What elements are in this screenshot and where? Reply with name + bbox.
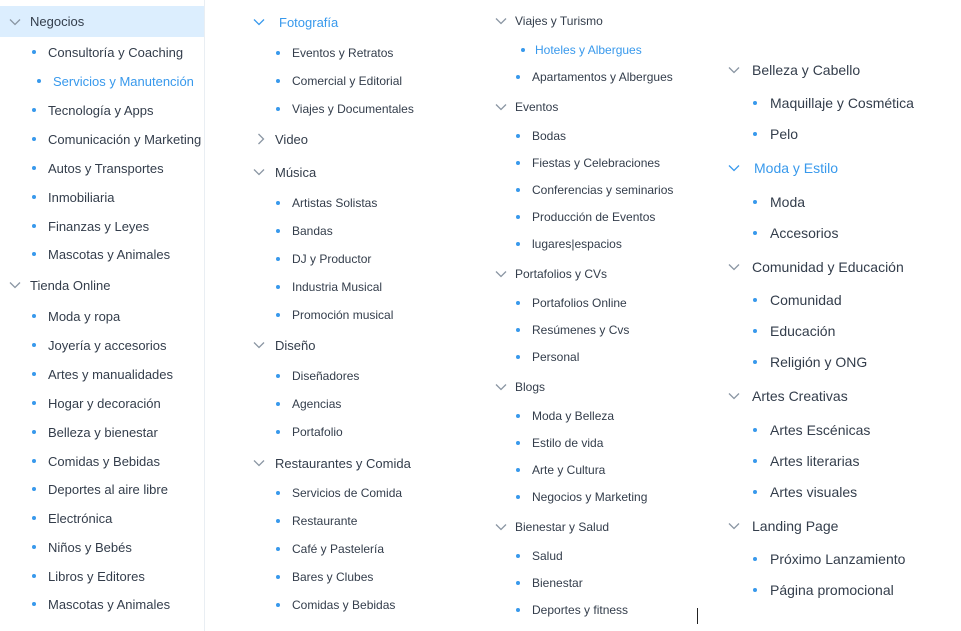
subcategory-label: Artistas Solistas (292, 196, 378, 210)
subcategory-label: Maquillaje y Cosmética (770, 95, 914, 111)
bullet-dot (753, 132, 757, 136)
chevron-down-icon (493, 380, 509, 394)
bullet-dot (276, 430, 280, 434)
column-divider (204, 0, 205, 631)
subcategory-label: Arte y Cultura (532, 463, 606, 477)
subcategory-item[interactable] (492, 64, 724, 90)
category-portafolios-cvs[interactable] (492, 259, 724, 289)
subcategory-label: Restaurante (292, 514, 358, 528)
subcategory-item[interactable] (492, 430, 724, 456)
bullet-dot (516, 161, 520, 165)
subcategory-label: Libros y Editores (48, 568, 145, 584)
subcategory-item[interactable] (492, 543, 724, 569)
category-viajes-turismo[interactable] (492, 6, 724, 36)
category-musica[interactable] (251, 157, 481, 187)
bullet-dot (32, 166, 36, 170)
bullet-dot (276, 201, 280, 205)
subcategory-item[interactable] (251, 536, 481, 562)
subcategory-label: Comunicación y Marketing (48, 131, 202, 147)
bullet-dot (753, 231, 757, 235)
chevron-down-icon (7, 278, 23, 292)
subcategory-label: Agencias (292, 397, 342, 411)
category-label: Belleza y Cabello (752, 62, 861, 78)
subcategory-item[interactable] (726, 220, 960, 246)
subcategory-item[interactable] (492, 204, 724, 230)
subcategory-item[interactable] (492, 290, 724, 316)
subcategory-item[interactable] (251, 218, 481, 244)
subcategory-item[interactable] (0, 476, 204, 502)
category-tienda-online[interactable] (0, 270, 204, 300)
subcategory-label: Electrónica (48, 510, 113, 526)
subcategory-item[interactable] (0, 184, 204, 210)
subcategory-label: Niños y Bebés (48, 539, 132, 555)
bullet-dot (753, 101, 757, 105)
subcategory-label: Educación (770, 323, 836, 339)
bullet-dot (753, 360, 757, 364)
subcategory-item[interactable] (492, 457, 724, 483)
category-label: Música (275, 164, 317, 180)
bullet-dot (37, 79, 41, 83)
subcategory-item[interactable] (251, 508, 481, 534)
bullet-dot (32, 224, 36, 228)
subcategory-label: Página promocional (770, 582, 894, 598)
category-label: Blogs (515, 380, 546, 394)
bullet-dot (753, 588, 757, 592)
chevron-down-icon (493, 267, 509, 281)
category-label: Restaurantes y Comida (275, 455, 411, 471)
bullet-dot (32, 372, 36, 376)
bullet-dot (516, 355, 520, 359)
bullet-dot (32, 137, 36, 141)
subcategory-label: Café y Pastelería (292, 542, 385, 556)
chevron-right-icon (253, 132, 269, 146)
subcategory-label: Comidas y Bebidas (48, 453, 160, 469)
subcategory-item[interactable] (726, 318, 960, 344)
subcategory-label: Portafolios Online (532, 296, 627, 310)
subcategory-label: Salud (532, 549, 563, 563)
subcategory-label: Moda y ropa (48, 308, 121, 324)
bullet-dot (32, 459, 36, 463)
subcategory-item[interactable] (492, 484, 724, 510)
subcategory-item[interactable] (492, 150, 724, 176)
category-label: Negocios (30, 14, 85, 29)
subcategory-item[interactable] (0, 563, 204, 589)
bullet-dot (516, 328, 520, 332)
subcategory-label: Bares y Clubes (292, 570, 374, 584)
subcategory-item[interactable] (251, 96, 481, 122)
bullet-dot (516, 134, 520, 138)
subcategory-item[interactable] (492, 123, 724, 149)
bullet-dot (276, 313, 280, 317)
bullet-dot (276, 374, 280, 378)
subcategory-item[interactable] (0, 390, 204, 416)
category-label: Tienda Online (30, 277, 111, 293)
subcategory-item[interactable] (0, 591, 204, 617)
subcategory-label: Belleza y bienestar (48, 424, 158, 440)
subcategory-item[interactable] (0, 303, 204, 329)
bullet-dot (516, 215, 520, 219)
subcategory-label: Personal (532, 350, 580, 364)
subcategory-label: Inmobiliaria (48, 189, 115, 205)
subcategory-label: Servicios y Manutención (53, 73, 194, 89)
bullet-dot (32, 602, 36, 606)
category-label: Fotografía (279, 14, 339, 30)
subcategory-label: Hoteles y Albergues (535, 43, 642, 57)
subcategory-label: Producción de Eventos (532, 210, 656, 224)
bullet-dot (516, 468, 520, 472)
bullet-dot (276, 519, 280, 523)
bullet-dot (276, 229, 280, 233)
bullet-dot (276, 285, 280, 289)
subcategory-item[interactable] (251, 363, 481, 389)
subcategory-label: Tecnología y Apps (48, 102, 154, 118)
subcategory-label: Bodas (532, 129, 567, 143)
bullet-dot (753, 298, 757, 302)
subcategory-item[interactable] (0, 126, 204, 152)
bullet-dot (516, 301, 520, 305)
bullet-dot (276, 257, 280, 261)
subcategory-label: Hogar y decoración (48, 395, 161, 411)
subcategory-label: Joyería y accesorios (48, 337, 167, 353)
category-video[interactable] (251, 124, 481, 154)
subcategory-item[interactable] (0, 332, 204, 358)
bullet-dot (276, 575, 280, 579)
subcategory-label: Promoción musical (292, 308, 394, 322)
chevron-down-icon (726, 260, 742, 274)
subcategory-item[interactable] (251, 391, 481, 417)
category-blogs[interactable] (492, 372, 724, 402)
subcategory-label: Comercial y Editorial (292, 74, 403, 88)
subcategory-item[interactable] (0, 534, 204, 560)
subcategory-item[interactable] (492, 344, 724, 370)
chevron-down-icon (251, 165, 267, 179)
subcategory-label: Bandas (292, 224, 333, 238)
subcategory-label: Moda (770, 194, 806, 210)
subcategory-label: Resúmenes y Cvs (532, 323, 630, 337)
bullet-dot (753, 428, 757, 432)
subcategory-item[interactable] (251, 302, 481, 328)
chevron-down-icon (493, 520, 509, 534)
subcategory-item[interactable] (492, 177, 724, 203)
subcategory-label: Apartamentos y Albergues (532, 70, 673, 84)
bullet-dot (753, 200, 757, 204)
category-label: Portafolios y CVs (515, 267, 608, 281)
bullet-dot (276, 51, 280, 55)
category-eventos[interactable] (492, 92, 724, 122)
subcategory-item[interactable] (726, 417, 960, 443)
bullet-dot (276, 491, 280, 495)
bullet-dot (516, 414, 520, 418)
bullet-dot (32, 487, 36, 491)
subcategory-label: Bienestar (532, 576, 583, 590)
bullet-dot (32, 574, 36, 578)
bullet-dot (516, 75, 520, 79)
chevron-down-icon (493, 14, 509, 28)
chevron-down-icon (493, 100, 509, 114)
chevron-down-icon (726, 389, 742, 403)
bullet-dot (276, 547, 280, 551)
category-comunidad-educacion[interactable] (726, 252, 960, 282)
subcategory-label: Fiestas y Celebraciones (532, 156, 661, 170)
category-label: Comunidad y Educación (752, 259, 904, 275)
subcategory-label: Accesorios (770, 225, 839, 241)
subcategory-item-highlighted[interactable] (0, 68, 204, 94)
category-landing-page[interactable] (726, 511, 960, 541)
bullet-dot (276, 402, 280, 406)
bullet-dot (753, 490, 757, 494)
subcategory-item[interactable] (0, 448, 204, 474)
subcategory-item[interactable] (492, 403, 724, 429)
subcategory-item[interactable] (0, 361, 204, 387)
category-label: Bienestar y Salud (515, 520, 610, 534)
chevron-down-icon (726, 161, 742, 175)
subcategory-label: Artes y manualidades (48, 366, 174, 382)
subcategory-label: Finanzas y Leyes (48, 218, 150, 234)
bullet-dot (753, 459, 757, 463)
subcategory-item[interactable] (251, 246, 481, 272)
subcategory-item[interactable] (251, 592, 481, 618)
subcategory-label: lugares|espacios (532, 237, 622, 251)
category-artes-creativas[interactable] (726, 381, 960, 411)
subcategory-item[interactable] (726, 479, 960, 505)
subcategory-label: Industria Musical (292, 280, 383, 294)
subcategory-item[interactable] (492, 231, 724, 257)
category-label: Landing Page (752, 518, 839, 534)
category-label: Moda y Estilo (754, 160, 839, 176)
subcategory-label: Conferencias y seminarios (532, 183, 674, 197)
bullet-dot (516, 581, 520, 585)
bullet-dot (753, 329, 757, 333)
category-label: Diseño (275, 337, 316, 353)
category-restaurantes[interactable] (251, 448, 481, 478)
bullet-dot (516, 441, 520, 445)
subcategory-label: DJ y Productor (292, 252, 372, 266)
bullet-dot (32, 343, 36, 347)
chevron-down-icon (726, 63, 742, 77)
bullet-dot (516, 608, 520, 612)
category-label: Eventos (515, 100, 559, 114)
chevron-down-icon (251, 456, 267, 470)
category-belleza-cabello[interactable] (726, 55, 960, 85)
subcategory-item[interactable] (0, 419, 204, 445)
bullet-dot (32, 314, 36, 318)
bullet-dot (276, 107, 280, 111)
subcategory-label: Artes visuales (770, 484, 858, 500)
bullet-dot (521, 48, 525, 52)
subcategory-label: Consultoría y Coaching (48, 44, 184, 60)
bullet-dot (32, 401, 36, 405)
bullet-dot (516, 242, 520, 246)
bullet-dot (32, 252, 36, 256)
subcategory-item[interactable] (0, 39, 204, 65)
subcategory-label: Moda y Belleza (532, 409, 615, 423)
subcategory-item[interactable] (492, 570, 724, 596)
chevron-down-icon (7, 15, 23, 29)
bullet-dot (516, 554, 520, 558)
subcategory-label: Comunidad (770, 292, 842, 308)
chevron-down-icon (726, 519, 742, 533)
subcategory-label: Próximo Lanzamiento (770, 551, 906, 567)
subcategory-item[interactable] (0, 213, 204, 239)
subcategory-item[interactable] (492, 597, 724, 623)
subcategory-item[interactable] (251, 68, 481, 94)
category-diseno[interactable] (251, 330, 481, 360)
subcategory-item[interactable] (251, 274, 481, 300)
category-label: Artes Creativas (752, 388, 848, 404)
subcategory-item[interactable] (726, 90, 960, 116)
bullet-dot (32, 430, 36, 434)
subcategory-label: Artes Escénicas (770, 422, 871, 438)
bullet-dot (32, 516, 36, 520)
bullet-dot (32, 50, 36, 54)
subcategory-item[interactable] (251, 480, 481, 506)
subcategory-item[interactable] (726, 121, 960, 147)
subcategory-label: Servicios de Comida (292, 486, 403, 500)
subcategory-label: Deportes y fitness (532, 603, 629, 617)
subcategory-item-highlighted[interactable] (492, 37, 724, 63)
text-cursor (697, 608, 698, 624)
subcategory-label: Pelo (770, 126, 799, 142)
subcategory-item[interactable] (251, 419, 481, 445)
subcategory-item[interactable] (0, 505, 204, 531)
subcategory-item[interactable] (0, 155, 204, 181)
subcategory-label: Mascotas y Animales (48, 596, 171, 612)
bullet-dot (32, 195, 36, 199)
subcategory-label: Diseñadores (292, 369, 360, 383)
subcategory-item[interactable] (726, 287, 960, 313)
subcategory-label: Negocios y Marketing (532, 490, 648, 504)
subcategory-item[interactable] (726, 577, 960, 603)
bullet-dot (276, 79, 280, 83)
subcategory-label: Viajes y Documentales (292, 102, 414, 116)
subcategory-label: Comidas y Bebidas (292, 598, 396, 612)
subcategory-item[interactable] (726, 448, 960, 474)
bullet-dot (32, 108, 36, 112)
subcategory-label: Estilo de vida (532, 436, 604, 450)
subcategory-item[interactable] (0, 241, 204, 267)
bullet-dot (753, 557, 757, 561)
subcategory-label: Portafolio (292, 425, 343, 439)
subcategory-label: Deportes al aire libre (48, 481, 168, 497)
subcategory-item[interactable] (0, 97, 204, 123)
bullet-dot (516, 188, 520, 192)
subcategory-item[interactable] (251, 40, 481, 66)
subcategory-item[interactable] (726, 546, 960, 572)
category-bienestar-salud[interactable] (492, 512, 724, 542)
subcategory-item[interactable] (726, 189, 960, 215)
bullet-dot (32, 545, 36, 549)
subcategory-label: Mascotas y Animales (48, 246, 171, 262)
chevron-down-icon (251, 338, 267, 352)
subcategory-item[interactable] (251, 564, 481, 590)
bullet-dot (276, 603, 280, 607)
subcategory-item[interactable] (726, 349, 960, 375)
subcategory-label: Autos y Transportes (48, 160, 164, 176)
category-label: Viajes y Turismo (515, 14, 603, 28)
subcategory-label: Religión y ONG (770, 354, 868, 370)
chevron-down-icon (251, 15, 267, 29)
category-moda-estilo[interactable] (726, 153, 960, 183)
subcategory-item[interactable] (492, 317, 724, 343)
subcategory-item[interactable] (251, 190, 481, 216)
category-negocios[interactable] (0, 6, 204, 37)
bullet-dot (516, 495, 520, 499)
category-fotografia[interactable] (251, 7, 481, 37)
subcategory-label: Eventos y Retratos (292, 46, 394, 60)
category-label: Video (275, 131, 309, 147)
subcategory-label: Artes literarias (770, 453, 860, 469)
